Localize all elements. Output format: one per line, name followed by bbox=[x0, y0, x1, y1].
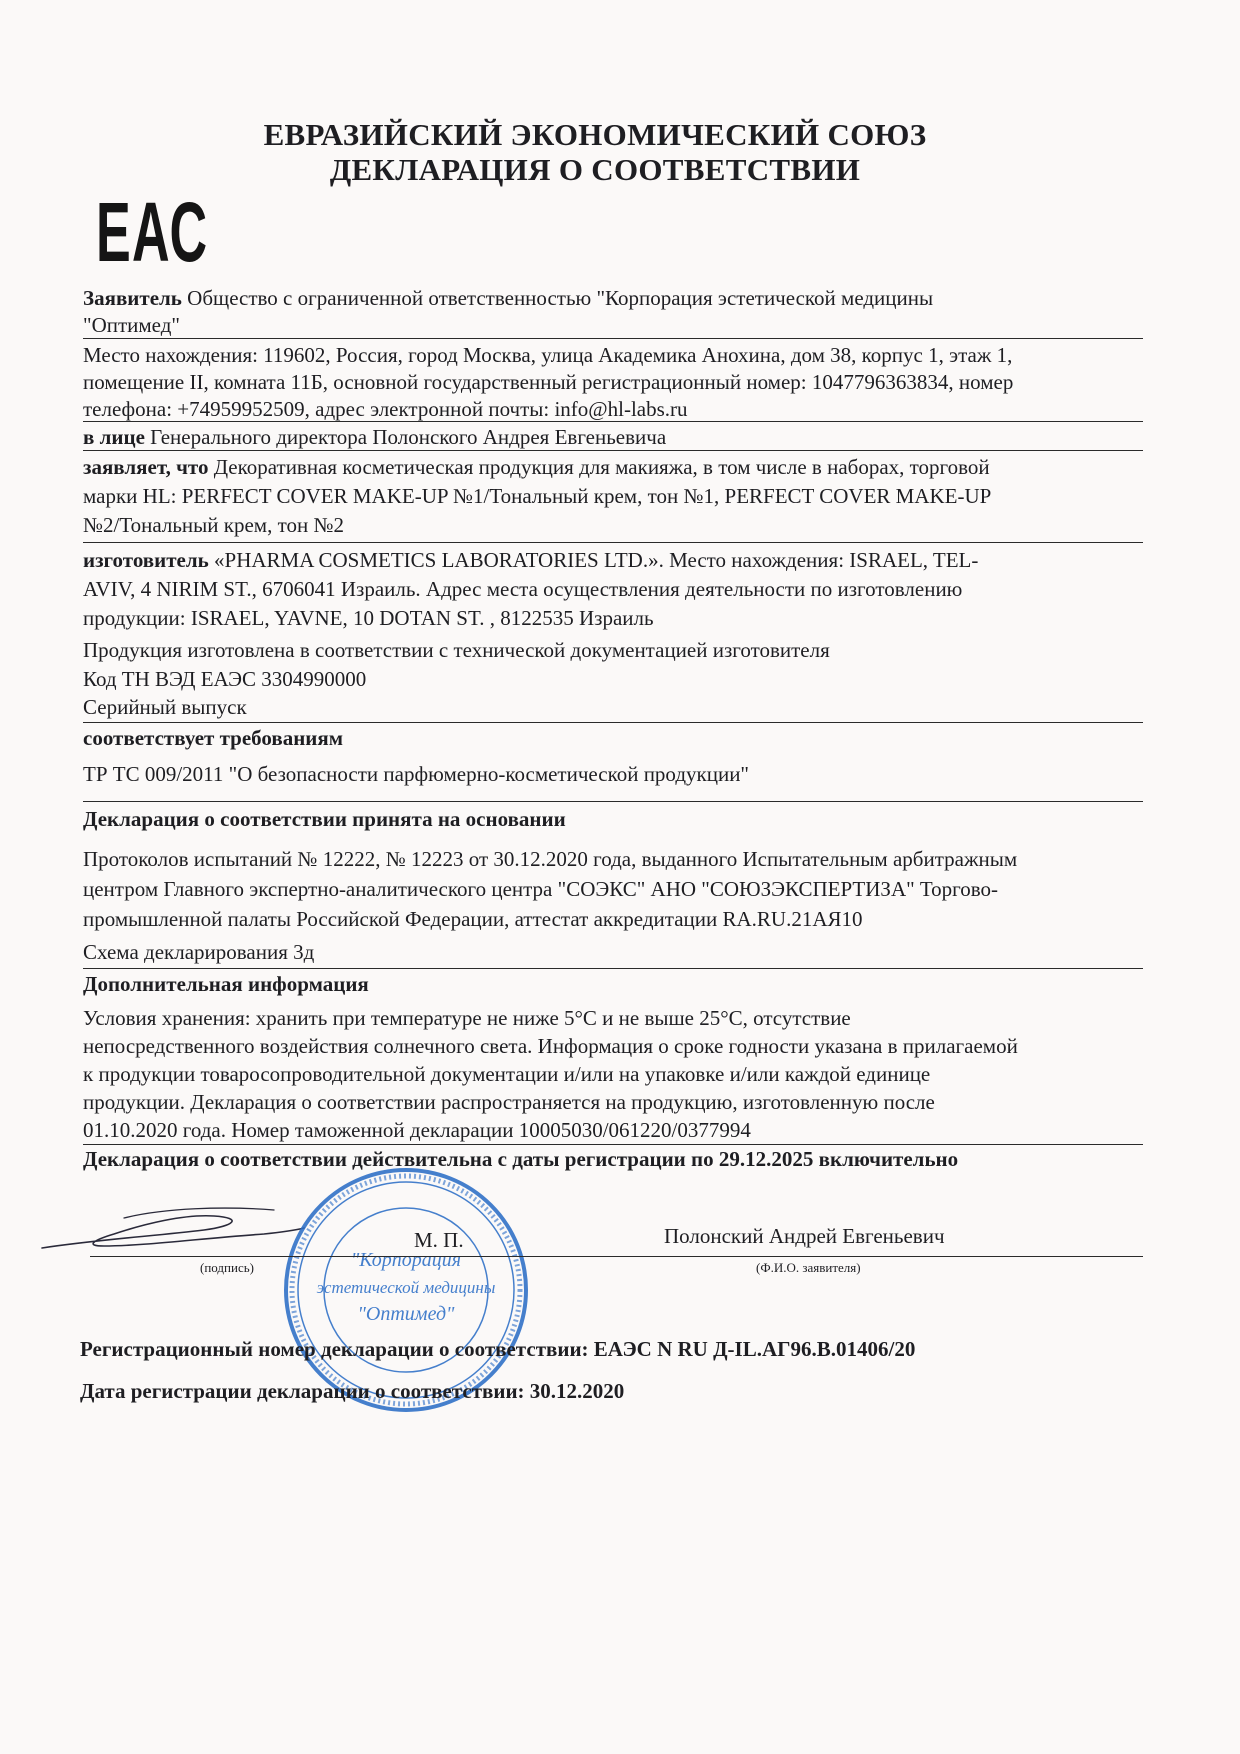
title-union: ЕВРАЗИЙСКИЙ ЭКОНОМИЧЕСКИЙ СОЮЗ bbox=[263, 117, 927, 152]
additional-line3: к продукции товаросопроводительной документации и/или на упаковке и/или каждой единице bbox=[83, 1062, 931, 1086]
divider bbox=[83, 968, 1143, 969]
applicant-label: Заявитель bbox=[83, 286, 182, 310]
applicant-text: Общество с ограниченной ответственностью "Корпорация эстетической медицины bbox=[187, 286, 934, 310]
eac-logo: ЕАС bbox=[96, 185, 209, 279]
manufacturer-line3: продукции: ISRAEL, YAVNE, 10 DOTAN ST. , 8122535 Израиль bbox=[83, 606, 654, 630]
requirements-label: соответствует требованиям bbox=[83, 726, 344, 750]
validity-text: Декларация о соответствии действительна с даты регистрации по 29.12.2025 включительно bbox=[83, 1147, 959, 1171]
divider bbox=[83, 421, 1143, 422]
manufacturer-text: «PHARMA COSMETICS LABORATORIES LTD.». Место нахождения: ISRAEL, TEL- bbox=[214, 548, 979, 572]
basis-line2: центром Главного экспертно-аналитического центра "СОЭКС" АНО "СОЮЗЭКСПЕРТИЗА" Торгово- bbox=[83, 877, 999, 901]
representative-label: в лице bbox=[83, 425, 145, 449]
basis-line1: Протоколов испытаний № 12222, № 12223 от 30.12.2020 года, выданного Испытательным арбитражным bbox=[83, 847, 1018, 871]
name-caption: (Ф.И.О. заявителя) bbox=[756, 1260, 861, 1275]
signature-caption: (подпись) bbox=[200, 1260, 254, 1275]
applicant-address-3: телефона: +74959952509, адрес электронной почты: info@hl-labs.ru bbox=[83, 397, 688, 421]
declares-line3: №2/Тональный крем, тон №2 bbox=[83, 513, 344, 537]
signature-line bbox=[90, 1256, 1143, 1257]
applicant-address-1: Место нахождения: 119602, Россия, город Москва, улица Академика Анохина, дом 38, корпус 1, этаж 1, bbox=[83, 343, 1013, 367]
basis-line3: промышленной палаты Российской Федерации, аттестат аккредитации RA.RU.21АЯ10 bbox=[83, 907, 863, 931]
applicant-address-2: помещение II, комната 11Б, основной государственный регистрационный номер: 1047796363834, номер bbox=[83, 370, 1014, 394]
hs-code: Код ТН ВЭД ЕАЭС 3304990000 bbox=[83, 667, 367, 691]
additional-label: Дополнительная информация bbox=[83, 972, 369, 996]
declares-line2: марки HL: PERFECT COVER MAKE-UP №1/Тональный крем, тон №1, PERFECT COVER MAKE-UP bbox=[83, 484, 992, 508]
divider bbox=[83, 722, 1143, 723]
additional-line1: Условия хранения: хранить при температуре не ниже 5°С и не выше 25°С, отсутствие bbox=[83, 1006, 851, 1030]
declares-label: заявляет, что bbox=[83, 455, 209, 479]
additional-line4: продукции. Декларация о соответствии распространяется на продукцию, изготовленную после bbox=[83, 1090, 935, 1114]
title-declaration: ДЕКЛАРАЦИЯ О СООТВЕТСТВИИ bbox=[329, 152, 861, 187]
divider bbox=[83, 450, 1143, 451]
divider bbox=[83, 542, 1143, 543]
representative-text: Генерального директора Полонского Андрея Евгеньевича bbox=[150, 425, 667, 449]
divider bbox=[83, 801, 1143, 802]
declares-text: Декоративная косметическая продукция для макияжа, в том числе в наборах, торговой bbox=[213, 455, 990, 479]
requirements-text: ТР ТС 009/2011 "О безопасности парфюмерно-косметической продукции" bbox=[83, 762, 750, 786]
seal-placeholder-mp: М. П. bbox=[414, 1228, 464, 1252]
divider bbox=[83, 338, 1143, 339]
manufacturer-label: изготовитель bbox=[83, 548, 209, 572]
manufacturer-line2: AVIV, 4 NIRIM ST., 6706041 Израиль. Адрес места осуществления деятельности по изготовлению bbox=[83, 577, 963, 601]
tech-documentation: Продукция изготовлена в соответствии с технической документацией изготовителя bbox=[83, 638, 830, 662]
applicant-name: Полонский Андрей Евгеньевич bbox=[664, 1224, 945, 1248]
additional-line5: 01.10.2020 года. Номер таможенной декларации 10005030/061220/0377994 bbox=[83, 1118, 751, 1142]
registration-number: Регистрационный номер декларации о соответствии: ЕАЭС N RU Д-IL.АГ96.В.01406/20 bbox=[80, 1337, 916, 1361]
basis-label: Декларация о соответствии принята на основании bbox=[83, 807, 566, 831]
declaration-scheme: Схема декларирования 3д bbox=[83, 940, 315, 964]
registration-date: Дата регистрации декларации о соответствии: 30.12.2020 bbox=[80, 1379, 625, 1403]
additional-line2: непосредственного воздействия солнечного света. Информация о сроке годности указана в прилагаемой bbox=[83, 1034, 1018, 1058]
applicant-line1 bbox=[83, 284, 1143, 312]
stamp-text-1: "Корпорация bbox=[350, 1249, 462, 1271]
applicant-line2: "Оптимед" bbox=[83, 313, 180, 337]
representative bbox=[83, 423, 1143, 451]
manufacturer-line1 bbox=[83, 546, 1143, 574]
serial-release: Серийный выпуск bbox=[83, 695, 247, 719]
declares-line1 bbox=[83, 453, 1143, 481]
stamp-text-3: "Оптимед" bbox=[357, 1303, 455, 1325]
stamp-text-2: эстетической медицины bbox=[316, 1278, 496, 1297]
